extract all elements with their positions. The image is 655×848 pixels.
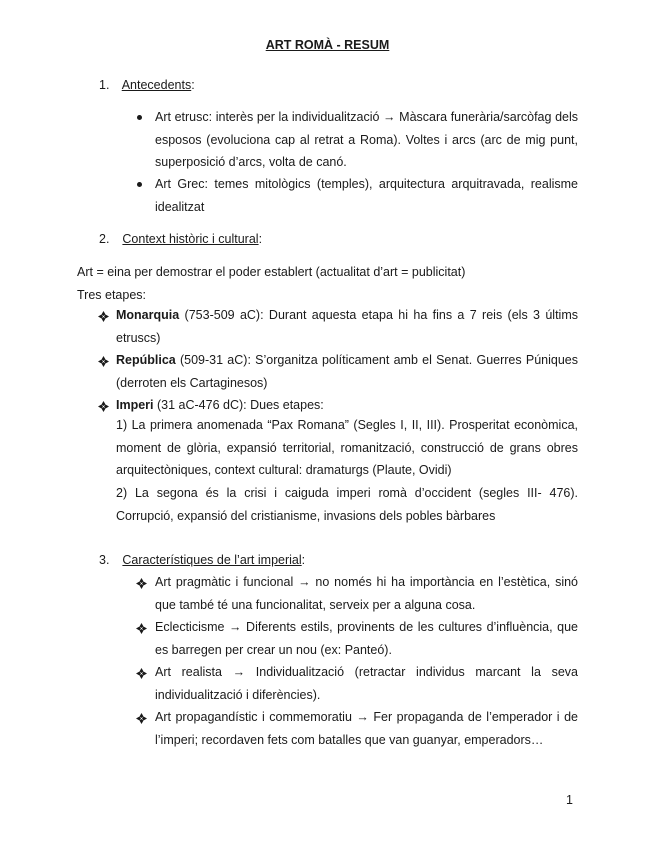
era-item	[116, 397, 324, 413]
section-1-bullet: Art Grec: temes mitològics (temples), arquitectura arquitravada, realisme idealitzat	[155, 177, 578, 214]
diamond-bullet-icon	[98, 311, 109, 322]
bullet-dot-icon	[137, 115, 142, 120]
feature-item: Art propagandístic i commemoratiu → Fer propaganda de l’emperador i de l’imperi; recordaven fets com batalles que van guanyar, emperadors…	[155, 710, 578, 747]
imperi-paragraph: 1) La primera anomenada “Pax Romana” (Segles I, II, III). Prosperitat econòmica, moment de glòria, expansió territorial, romanització, construcció de grans obres arquitectòniques, context cultural: dramaturgs (Plaute, Ovidi)	[116, 418, 578, 478]
era-item	[116, 349, 578, 394]
diamond-bullet-icon	[136, 668, 147, 679]
diamond-bullet-icon	[136, 713, 147, 724]
era-item	[116, 304, 578, 349]
era-description: (509-31 aC): S’organitza políticament amb el Senat. Guerres Púniques (derroten els Cartaginesos)	[116, 353, 578, 390]
section-1-number: 1.	[99, 78, 110, 92]
section-2-intro: Art = eina per demostrar el poder establert (actualitat d’art = publicitat)	[77, 265, 466, 279]
bullet-dot-icon	[137, 182, 142, 187]
feature-item: Art pragmàtic i funcional → no només hi ha importància en l’estètica, sinó que també té una funcionalitat, serveix per a alguna cosa.	[155, 575, 578, 612]
section-2-title: Context històric i cultural	[122, 232, 259, 246]
feature-item: Art realista → Individualització (retractar individus marcant la seva individualització i diferències).	[155, 665, 578, 702]
diamond-bullet-icon	[98, 401, 109, 412]
era-name: Monarquia	[116, 308, 180, 322]
section-3-number: 3.	[99, 553, 110, 567]
section-3-colon: :	[301, 553, 306, 567]
section-1-title: Antecedents	[121, 78, 192, 92]
diamond-bullet-icon	[98, 356, 109, 367]
page-number: 1	[566, 793, 573, 807]
era-name: Imperi	[116, 398, 154, 412]
section-1-heading	[99, 77, 195, 93]
era-description: (753-509 aC): Durant aquesta etapa hi ha fins a 7 reis (els 3 últims etruscs)	[116, 308, 578, 345]
section-1-bullet: Art etrusc: interès per la individualització → Màscara funerària/sarcòfag dels esposos (evoluciona cap al retrat a Roma). Voltes i arcs (arc de mig punt, superposició d’arcs, volta de canó.	[155, 110, 578, 170]
document-title: ART ROMÀ - RESUM	[265, 38, 390, 52]
era-description: (31 aC-476 dC): Dues etapes:	[153, 398, 324, 412]
section-2-colon: :	[258, 232, 263, 246]
section-2-number: 2.	[99, 232, 110, 246]
diamond-bullet-icon	[136, 578, 147, 589]
diamond-bullet-icon	[136, 623, 147, 634]
era-name: República	[116, 353, 176, 367]
section-2-heading	[99, 231, 262, 247]
section-3-heading	[99, 552, 305, 568]
section-1-colon: :	[191, 78, 195, 92]
imperi-paragraph: 2) La segona és la crisi i caiguda imperi romà d’occident (segles III- 476). Corrupció, expansió del cristianisme, invasions dels pobles bàrbares	[116, 486, 578, 523]
section-2-intro: Tres etapes:	[77, 288, 147, 302]
feature-item: Eclecticisme → Diferents estils, provinents de les cultures d’influència, que es barregen per crear un nou (ex: Panteó).	[155, 620, 578, 657]
section-3-title: Característiques de l’art imperial	[122, 553, 302, 567]
